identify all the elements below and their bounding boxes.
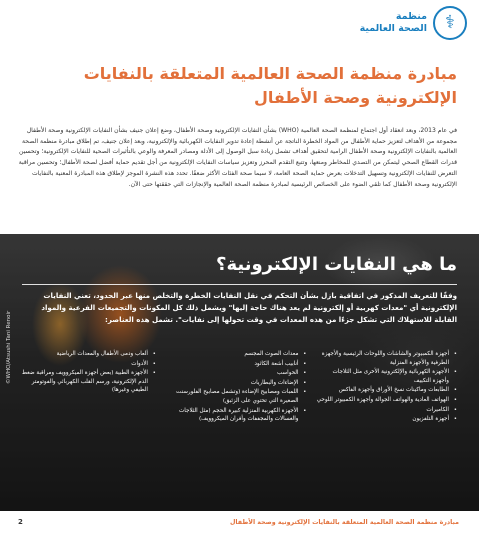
list-item: • أنابيب أشعة الكاثود [164,360,307,369]
list-item: • ألعاب ودمى الأطفال والمعدات الرياضية [13,350,156,359]
list-item: • أجهزة التلفزيون [314,415,457,424]
list-item: • الكاميرات [314,406,457,415]
org-name-line1: منظمة [395,11,427,22]
list-item: • الأجهزة الطبية (بعض أجهزة الميكروويف ومراقبة ضغط الدم الإلكترونية، ورسم القلب الكهربائي والفوتومتر الطيفي وغيرها) [13,369,156,395]
list-item: • الأجهزة الكهربائية والإلكترونية الأخرى مثل الثلاجات وأجهزة التكييف [314,368,457,385]
list-item: • اللمبات ومصابيح الإضاءة (وتشمل مصابيح الفلورسنت الصغيرة التي تحتوي على الزئبق) [164,388,307,405]
list-item: • الحواسب [164,369,307,378]
items-column-3 [9,350,160,425]
list-item: • أجهزة الكمبيوتر والشاشات واللوحات الرئيسية والأجهزة الطرفية والأجهزة المنزلية [314,350,457,367]
e-waste-photo-section [0,234,479,511]
org-name-line2: الصحة العالمية [359,23,427,34]
section-title: ما هي النفايات الإلكترونية؟ [216,254,457,275]
section-divider [22,284,457,285]
intro-paragraph: في عام 2013، وبعد انعقاد أول اجتماع لمنظمة الصحة العالمية (WHO) بشأن النفايات الإلكترونية وصحة الأطفال، وضع إعلان جنيف بشأن النفايات الإلكترونية وصحة الأطفال مجموعة من الأهداف لتعزيز حماية الأطفال من المواد الخطرة الناتجة عن أنشطة إعادة تدوير النفايات الكهربائية والإلكترونية، وبعد إعلان جنيف، تم إطلاق مبادرة منظمة الصحة العالمية بالنفايات الإلكترونية وصحة الأطفال الرامية لتحقيق أهداف تشمل زيادة سبل الوصول إلى الأدلة ومصادر المعرفة والوعي بالتأثيرات الصحية للنفايات الإلكترونية؛ وتحسين قدرات القطاع الصحي ليتمكن من التصدي للمخاطر ومنعها، وتتبع التقدم المحرز وتعزيز سياسات النفايات الإلكترونية من أجل تقديم حماية أفضل لصحة الأطفال؛ وتحسين مراقبة التعرض للنفايات الإلكترونية وتسهيل التدخلات بعرض حماية الصحة العامة، لا سيما صحة الفئات الأكثر ضعفًا. تحدد هذه النشرة الموجز لإطلاق هذه المبادرة المعنية بالنفايات الإلكترونية وصحة الأطفال كما تلقي الضوء على الخصائص الرئيسية لمبادرة منظمة الصحة العالمية والإنجازات التي حققتها حتى الآن. [18,127,457,188]
list-item: • معدات الصوت المجسم [164,350,307,359]
items-columns [9,350,461,425]
who-logo [360,6,467,40]
who-emblem-icon: ⚕ [433,6,467,40]
list-item: • الأدوات [13,360,156,369]
page-number: 2 [18,518,23,526]
items-column-1 [310,350,461,425]
section-intro: وفقًا للتعريف المذكور في اتفاقية بازل بشأن التحكم في نقل النفايات الخطرة والتخلص منها عبر الحدود، تعني النفايات الإلكترونية أي "معدات كهربية أو إلكترونية لم يعد هناك حاجة إليها" ويشمل ذلك كل المكونات والتجميعات الفرعية والمواد القابلة للاستهلاك التي تشكل جزءًا من هذه المعدات في وقت تحولها إلى نفايات". تشمل هذه العناصر: [41,291,457,325]
list-item: • الطابعات وماكينات نسخ الأوراق وأجهزة الفاكس [314,386,457,395]
footer-running-title: مبادرة منظمة الصحة العالمية المتعلقة بالنفايات الإلكترونية وصحة الأطفال [229,518,459,526]
list-item: • الأجهزة الكهربية المنزلية كبيرة الحجم (مثل الثلاجات والغسالات والمجففات وأفران الميكروويف) [164,407,307,424]
page-footer [18,518,459,526]
photo-credit: ©WHO/Atsushi Tani Renoir [6,310,12,384]
list-item: • الهواتف العادية والهواتف الجوالة وأجهزة الكمبيوتر اللوحي [314,396,457,405]
page-title: مبادرة منظمة الصحة العالمية المتعلقة بالنفايات الإلكترونية وصحة الأطفال [83,64,457,107]
list-item: • الإضاءات والبطاريات [164,379,307,388]
org-name [360,11,427,35]
items-column-2 [160,350,311,425]
